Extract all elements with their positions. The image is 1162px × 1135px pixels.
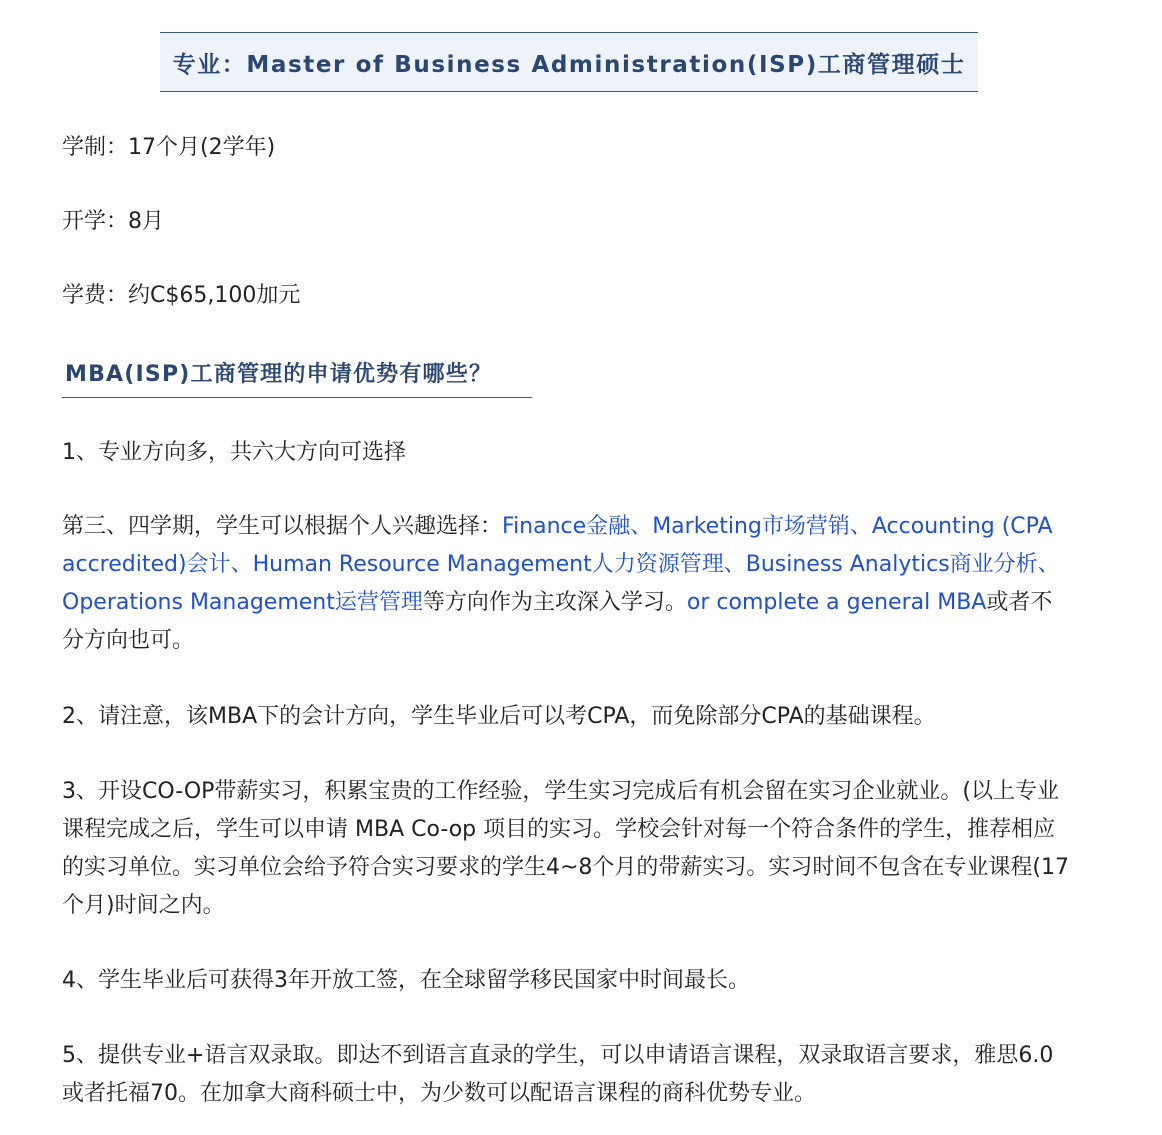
- specialization-analytics: Business Analytics商业分析: [745, 552, 1038, 577]
- advantages-heading: [62, 354, 532, 398]
- separator: 、: [723, 552, 746, 577]
- general-mba-option: or complete a general MBA: [686, 590, 987, 615]
- point-2: 2、请注意，该MBA下的会计方向，学生毕业后可以考CPA，而免除部分CPA的基础课程。: [62, 704, 936, 729]
- specializations-end: 或者不分方向也可。: [62, 590, 1053, 653]
- specialization-finance: Finance金融: [502, 514, 631, 539]
- separator: 、: [630, 514, 653, 539]
- duration-line: 学制：17个月(2学年): [62, 135, 276, 160]
- specializations-intro: 第三、四学期，学生可以根据个人兴趣选择：: [62, 514, 503, 539]
- intake-line: 开学：8月: [62, 209, 164, 234]
- specialization-accounting: Accounting (CPA accredited)会计: [62, 514, 1053, 577]
- separator: 、: [1037, 552, 1060, 577]
- program-title-banner: [160, 32, 978, 92]
- point-4: 4、学生毕业后可获得3年开放工签，在全球留学移民国家中时间最长。: [62, 968, 750, 993]
- specialization-marketing: Marketing市场营销: [652, 514, 850, 539]
- point-5: 5、提供专业+语言双录取。即达不到语言直录的学生，可以申请语言课程，双录取语言要求，雅思6.0或者托福70。在加拿大商科硕士中，为少数可以配语言课程的商科优势专业。: [62, 1043, 1054, 1106]
- point-3: 3、开设CO-OP带薪实习，积累宝贵的工作经验，学生实习完成后有机会留在实习企业就业。(以上专业课程完成之后，学生可以申请 MBA Co-op 项目的实习。学校会针对每一个符合条件的学生，推荐相应的实习单位。实习单位会给予符合实习要求的学生4~8个月的带薪实习。实习时间不包含在专业课程(17个月)时间之内。: [62, 779, 1070, 918]
- tuition-line: 学费：约C$65,100加元: [62, 283, 301, 308]
- point-1: 1、专业方向多，共六大方向可选择: [62, 440, 406, 465]
- program-title: 专业：Master of Business Administration(ISP)工商管理硕士: [172, 51, 966, 78]
- specializations-mid: 等方向作为主攻深入学习。: [422, 590, 687, 615]
- specializations-paragraph: [62, 508, 1072, 660]
- separator: 、: [230, 552, 253, 577]
- specialization-operations: Operations Management运营管理: [62, 590, 423, 615]
- specialization-hr: Human Resource Management人力资源管理: [252, 552, 724, 577]
- advantages-heading-text: MBA(ISP)工商管理的申请优势有哪些？: [65, 362, 493, 387]
- separator: 、: [849, 514, 872, 539]
